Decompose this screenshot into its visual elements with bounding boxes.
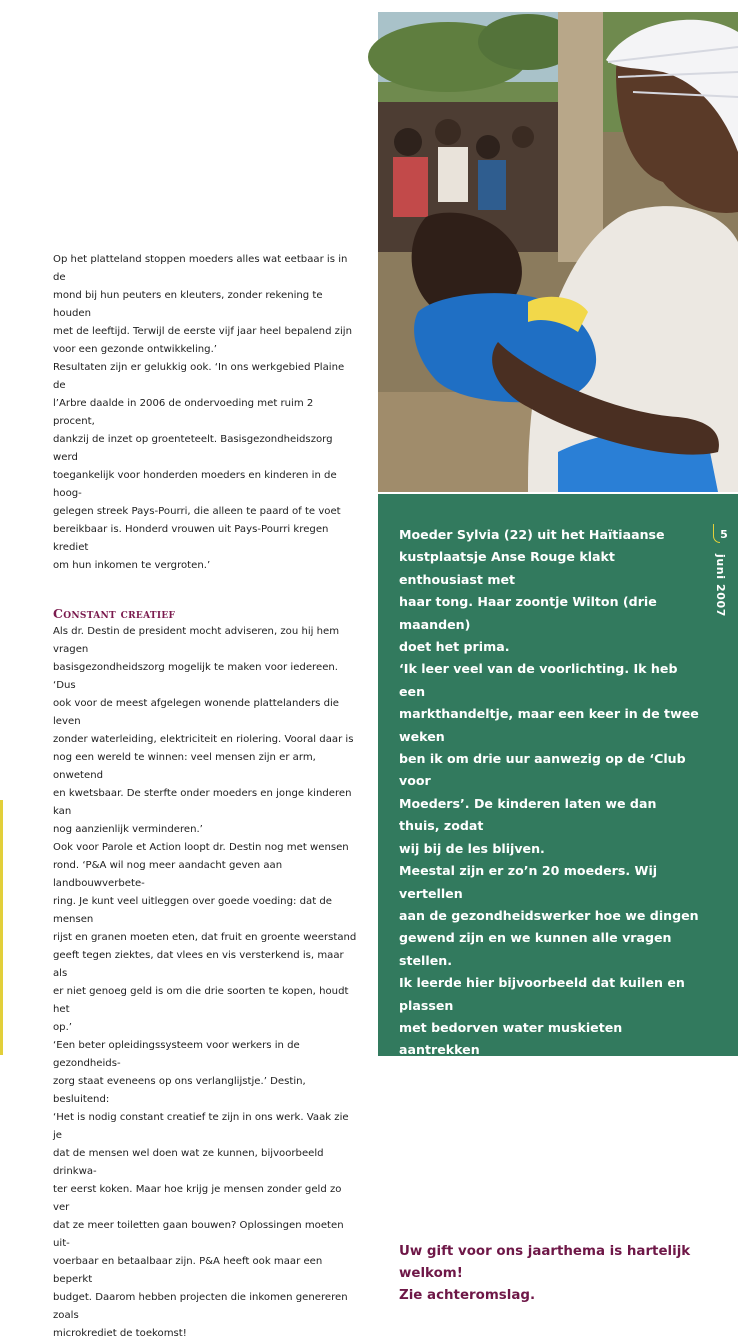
- article-paragraph: ‘Een beter opleidingssysteem voor werkers in de gezondheids- zorg staat eveneens op ons verlanglijstje.’ Destin, besluitend: ‘Het is nodig constant creatief te zijn in ons werk. Vaak zie je dat de mensen wel doen wat ze kunnen, bijvoorbeeld drinkwa- ter eerst koken. Maar hoe krijg je mensen zonder geld zo ver dat ze meer toiletten gaan bouwen? Oplossingen moeten uit- voerbaar en betaalbaar zijn. P&A heeft ook maar een beperkt budget. Daarom hebben projecten die inkomen genereren zoals microkrediet de toekomst!: [53, 1040, 349, 1339]
- issue-date: juni 2007: [714, 554, 727, 618]
- donation-call-to-action: Uw gift voor ons jaarthema is hartelijk welkom! Zie achteromslag.: [399, 1243, 691, 1304]
- article-paragraph: Resultaten zijn er gelukkig ook. ‘In ons werkgebied Plaine de l’Arbre daalde in 2006 de ondervoeding met ruim 2 procent, dankzij de inzet op groenteteelt. Basisgezondheidszorg werd toegankelijk voor honderden moeders en kinderen in de hoog- gelegen streek Pays-Pourri, die alleen te paard of te voet bereikbaar is. Honderd vrouwen uit Pays-Pourri kregen krediet om hun inkomen te vergroten.’: [53, 362, 345, 571]
- left-margin-rule: [0, 800, 3, 1055]
- testimonial-paragraph: Meestal zijn er zo’n 20 moeders. Wij vertellen aan de gezondheidswerker hoe we dingen gewend zijn en we kunnen alle vragen stellen. Ik leerde hier bijvoorbeeld dat kuilen en plassen met bedorven water muskieten aantrekken die malaria veroorzaken. Daarom moet je die plassen dichtgooien. Vanmiddag leerden we hoe je tuberculose kunt ontdekken.: [399, 863, 699, 1170]
- testimonial-paragraph: Moeder Sylvia (22) uit het Haïtiaanse kustplaatsje Anse Rouge klakt enthousiast met haar tong. Haar zoontje Wilton (drie maanden) doet het prima.: [399, 527, 665, 655]
- section-heading: Constant creatief: [53, 606, 176, 621]
- article-paragraph: Ook voor Parole et Action loopt dr. Destin nog met wensen rond. ‘P&A wil nog meer aandacht geven aan landbouwverbete- ring. Je kunt veel uitleggen over goede voeding: dat de mensen rijst en granen moeten eten, dat fruit en groente weerstand geeft tegen ziektes, dat vlees en vis versterkend is, maar als er niet genoeg geld is om die drie soorten te kopen, houdt het op.’: [53, 842, 357, 1033]
- testimonial-paragraph: Af en toe is er een repetitiemiddag. Dan herhalen we in koor alles wat geleerd is.’: [399, 1176, 693, 1215]
- mother-and-baby-photo: [378, 12, 738, 492]
- testimonial-panel: [378, 494, 738, 1304]
- page-number: 5: [720, 528, 728, 541]
- testimonial-text: [399, 524, 699, 1308]
- testimonial-paragraph: ‘Ik leer veel van de voorlichting. Ik heb een markthandeltje, maar een keer in de twee weken ben ik om drie uur aanwezig op de ‘Club voor Moeders’. De kinderen laten we dan thuis, zodat wij bij de les blijven.: [399, 661, 699, 856]
- article-paragraph: Op het platteland stoppen moeders alles wat eetbaar is in de mond bij hun peuters en kleuters, zonder rekening te houden met de leeftijd. Terwijl de eerste vijf jaar heel bepalend zijn voor een gezonde ontwikkeling.’: [53, 254, 352, 355]
- article-paragraph: Als dr. Destin de president mocht adviseren, zou hij hem vragen basisgezondheidszorg mogelijk te maken voor iedereen. ‘Dus ook voor de meest afgelegen wonende plattelanders die leven zonder waterleiding, elektriciteit en riolering. Vooral daar is nog een wereld te winnen: veel mensen zijn er arm, onwetend en kwetsbaar. De sterfte onder moeders en jonge kinderen kan nog aanzienlijk verminderen.’: [53, 626, 354, 835]
- article-column: [53, 251, 358, 1343]
